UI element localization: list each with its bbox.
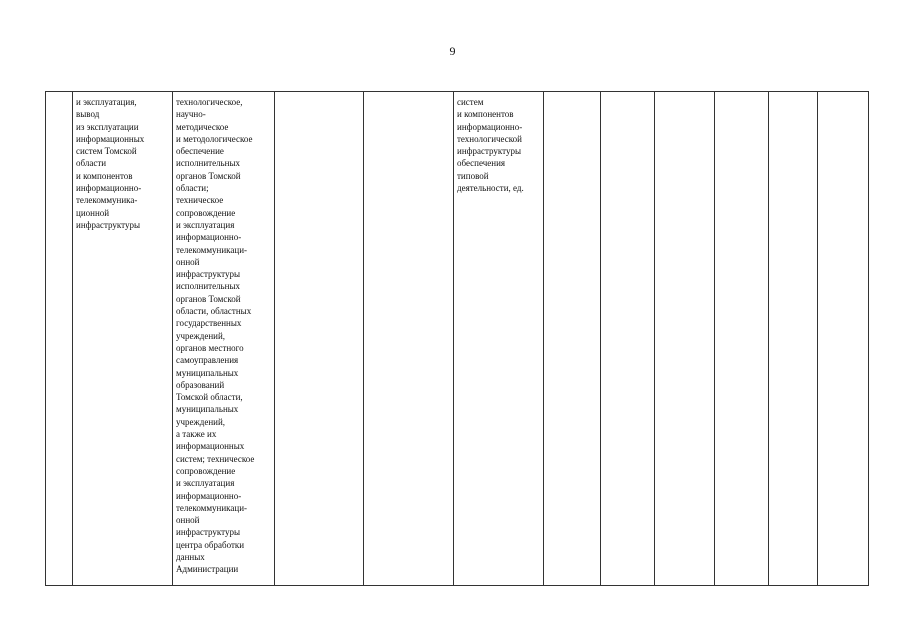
cell-line: телекоммуникаци- (176, 502, 248, 513)
cell-line: инфраструктуры (457, 146, 521, 157)
cell-line: исполнительных (176, 281, 241, 292)
cell-line: деятельности, ед. (457, 183, 524, 194)
cell-line: муниципальных (176, 404, 239, 415)
cell-line: типовой (457, 170, 489, 181)
cell-line: органов Томской (176, 170, 241, 181)
table-cell (818, 92, 869, 586)
cell-line: исполнительных (176, 158, 241, 169)
cell-line: из эксплуатации (76, 121, 139, 132)
cell-text (457, 96, 541, 194)
table-cell (173, 92, 275, 586)
cell-line: органов Томской (176, 293, 241, 304)
cell-line: обеспечения (457, 158, 506, 169)
cell-line: и компонентов (76, 170, 133, 181)
cell-line: данных (176, 551, 205, 562)
table-cell (275, 92, 364, 586)
cell-line: области, областных (176, 306, 252, 317)
cell-line: области; (176, 183, 209, 194)
cell-line: технологической (457, 133, 522, 144)
cell-line: государственных (176, 318, 242, 329)
cell-line: ционной (76, 207, 110, 218)
cell-line: инфраструктуры (176, 269, 240, 280)
cell-line: Администрации (176, 564, 239, 575)
cell-line: сопровождение (176, 465, 236, 476)
cell-text (76, 96, 170, 231)
cell-line: и компонентов (457, 109, 514, 120)
table-cell (544, 92, 601, 586)
cell-line: учреждений, (176, 416, 226, 427)
cell-line: обеспечение (176, 146, 224, 157)
cell-line: образований (176, 379, 225, 390)
cell-line: и эксплуатация (176, 219, 235, 230)
cell-line: вывод (76, 109, 100, 120)
cell-line: научно- (176, 109, 206, 120)
cell-line: учреждений, (176, 330, 226, 341)
cell-line: и методологическое (176, 133, 253, 144)
page-number: 9 (449, 44, 456, 58)
cell-line: информационно- (176, 232, 242, 243)
table-row (46, 92, 869, 586)
cell-line: онной (176, 515, 200, 526)
cell-line: и эксплуатация, (76, 97, 137, 107)
cell-line: телекоммуника- (76, 195, 138, 206)
cell-line: органов местного (176, 342, 244, 353)
table-cell (364, 92, 454, 586)
cell-text (176, 96, 272, 576)
table-cell (769, 92, 818, 586)
cell-line: и эксплуатация (176, 478, 235, 489)
cell-line: Томской области, (176, 392, 243, 403)
cell-line: систем; техническое (176, 453, 255, 464)
cell-line: телекоммуникаци- (176, 244, 248, 255)
cell-line: сопровождение (176, 207, 236, 218)
cell-line: информационно- (176, 490, 242, 501)
cell-line: систем (457, 97, 484, 107)
cell-line: методическое (176, 121, 229, 132)
cell-line: информационно- (76, 183, 142, 194)
cell-line: информационных (176, 441, 245, 452)
table-cell (454, 92, 544, 586)
cell-line: информационно- (457, 121, 523, 132)
cell-line: инфраструктуры (176, 527, 240, 538)
data-table (45, 91, 869, 586)
cell-line: области (76, 158, 107, 169)
table-cell (601, 92, 655, 586)
cell-line: онной (176, 256, 200, 267)
table-cell (46, 92, 73, 586)
table-cell (73, 92, 173, 586)
cell-line: систем Томской (76, 146, 137, 157)
cell-line: техническое (176, 195, 224, 206)
cell-line: самоуправления (176, 355, 239, 366)
cell-line: муниципальных (176, 367, 239, 378)
cell-line: а также их (176, 429, 217, 440)
table-cell (655, 92, 715, 586)
cell-line: центра обработки (176, 539, 245, 550)
cell-line: инфраструктуры (76, 219, 140, 230)
cell-line: технологическое, (176, 97, 243, 107)
table-cell (715, 92, 769, 586)
cell-line: информационных (76, 133, 145, 144)
